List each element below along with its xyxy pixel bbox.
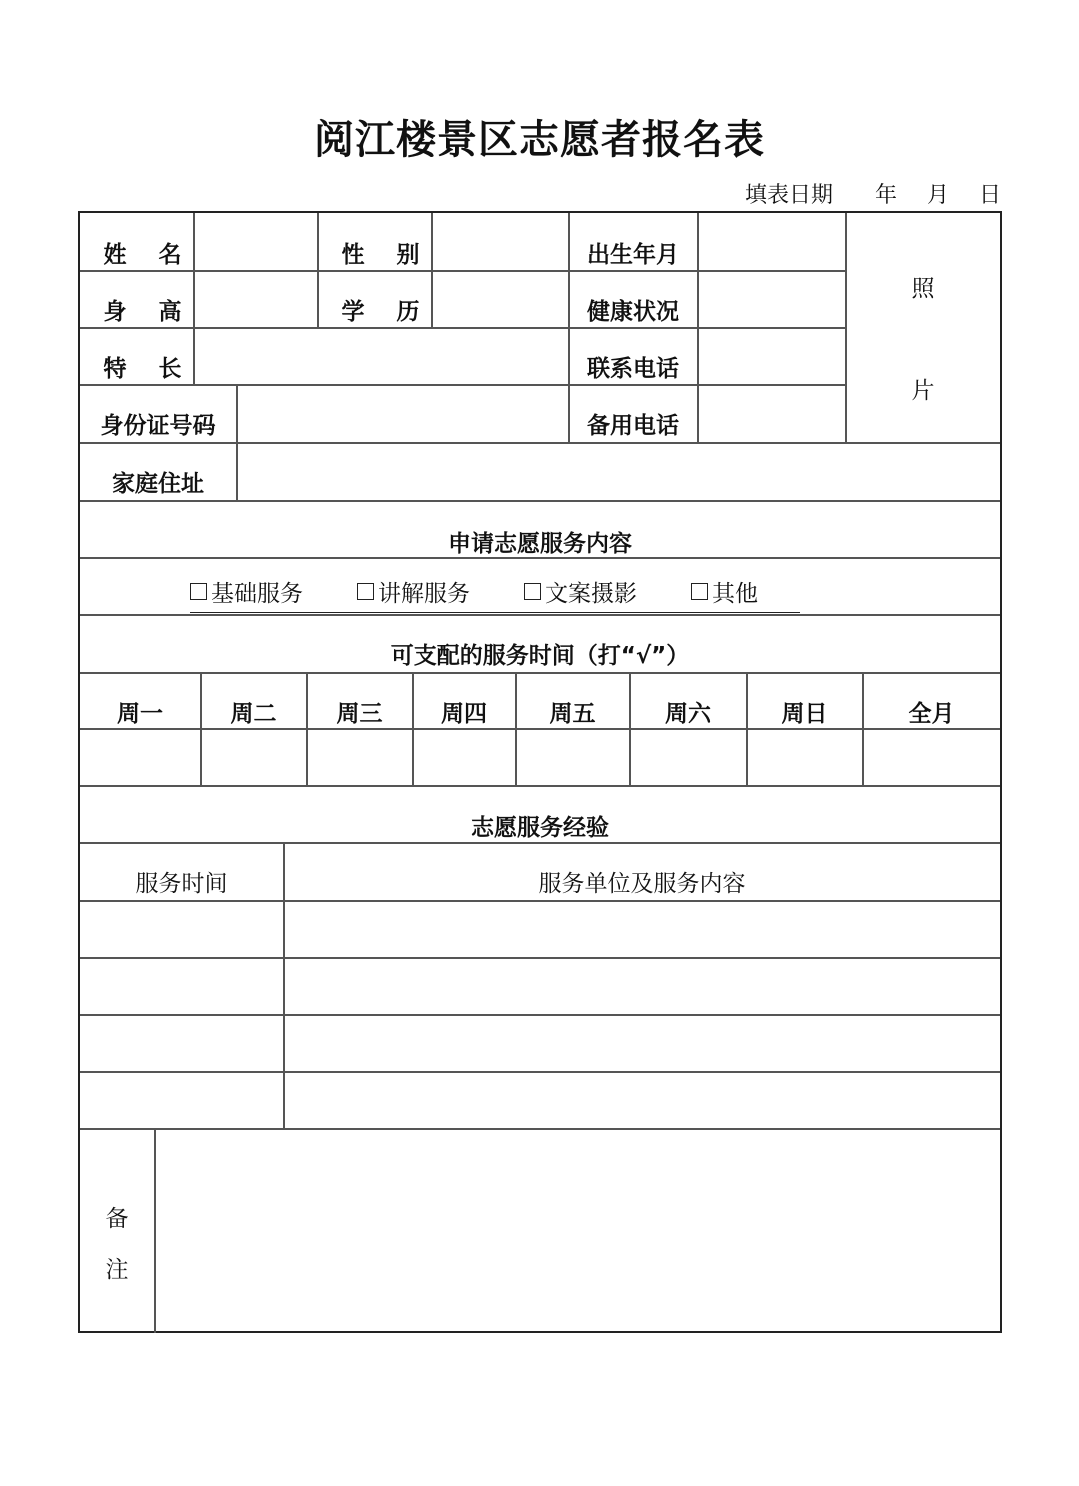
remarks-label-top: 备 <box>105 1205 129 1232</box>
label-backup-phone: 备用电话 <box>587 413 679 439</box>
fill-date-year: 年 <box>874 183 897 208</box>
label-name: 姓 名 <box>103 241 194 268</box>
option-copywriting-label: 文案摄影 <box>545 580 637 607</box>
day-mon: 周一 <box>117 701 163 727</box>
fill-date-day: 日 <box>978 183 1001 208</box>
option-other[interactable] <box>691 575 758 608</box>
availability-header: 可支配的服务时间（打“√”） <box>390 643 690 669</box>
label-gender: 性 别 <box>341 241 432 268</box>
height-value-cell[interactable] <box>194 271 317 327</box>
fill-date-month: 月 <box>926 183 949 208</box>
experience-col-unit: 服务单位及服务内容 <box>538 871 746 897</box>
address-value-cell[interactable] <box>237 443 1000 500</box>
name-value-cell[interactable] <box>194 213 317 270</box>
photo-label-bottom: 片 <box>911 377 935 404</box>
option-other-label: 其他 <box>712 580 758 607</box>
option-basic-label: 基础服务 <box>211 580 303 607</box>
id-number-value-cell[interactable] <box>237 385 568 442</box>
option-guide-label: 讲解服务 <box>378 580 470 607</box>
health-value-cell[interactable] <box>698 271 845 327</box>
label-id-number: 身份证号码 <box>100 413 216 439</box>
label-height: 身 高 <box>103 299 194 325</box>
label-education: 学 历 <box>341 299 432 325</box>
experience-header: 志愿服务经验 <box>471 815 609 841</box>
phone-value-cell[interactable] <box>698 328 845 384</box>
checkbox-copywriting[interactable] <box>524 583 541 600</box>
label-address: 家庭住址 <box>112 471 204 497</box>
specialty-value-cell[interactable] <box>194 328 568 384</box>
option-basic[interactable] <box>190 575 303 608</box>
photo-label-top: 照 <box>911 275 935 302</box>
form-title: 阅江楼景区志愿者报名表 <box>314 117 765 163</box>
service-content-header: 申请志愿服务内容 <box>448 531 632 557</box>
registration-form <box>78 211 1002 1333</box>
label-phone: 联系电话 <box>587 356 679 382</box>
remarks-label-bottom: 注 <box>105 1256 129 1283</box>
backup-phone-value-cell[interactable] <box>698 385 845 442</box>
label-specialty: 特 长 <box>103 356 194 382</box>
fill-date-line <box>745 178 1001 209</box>
day-full-month: 全月 <box>908 701 955 727</box>
option-guide[interactable] <box>357 575 470 608</box>
option-copywriting[interactable] <box>524 575 637 608</box>
remarks-value-cell[interactable] <box>156 1129 1000 1331</box>
label-health: 健康状况 <box>587 299 679 325</box>
day-sat: 周六 <box>665 701 711 727</box>
day-thu: 周四 <box>441 701 487 727</box>
service-options <box>190 570 800 613</box>
day-sun: 周日 <box>781 701 828 727</box>
experience-col-time: 服务时间 <box>135 871 228 897</box>
checkbox-other[interactable] <box>691 583 708 600</box>
education-value-cell[interactable] <box>432 271 568 327</box>
label-birth: 出生年月 <box>587 241 679 268</box>
day-wed: 周三 <box>336 701 383 727</box>
checkbox-basic[interactable] <box>190 583 207 600</box>
day-fri: 周五 <box>549 701 596 727</box>
checkbox-guide[interactable] <box>357 583 374 600</box>
fill-date-label: 填表日期 <box>744 183 833 208</box>
birth-value-cell[interactable] <box>698 213 845 270</box>
gender-value-cell[interactable] <box>432 213 568 270</box>
day-tue: 周二 <box>230 701 277 727</box>
